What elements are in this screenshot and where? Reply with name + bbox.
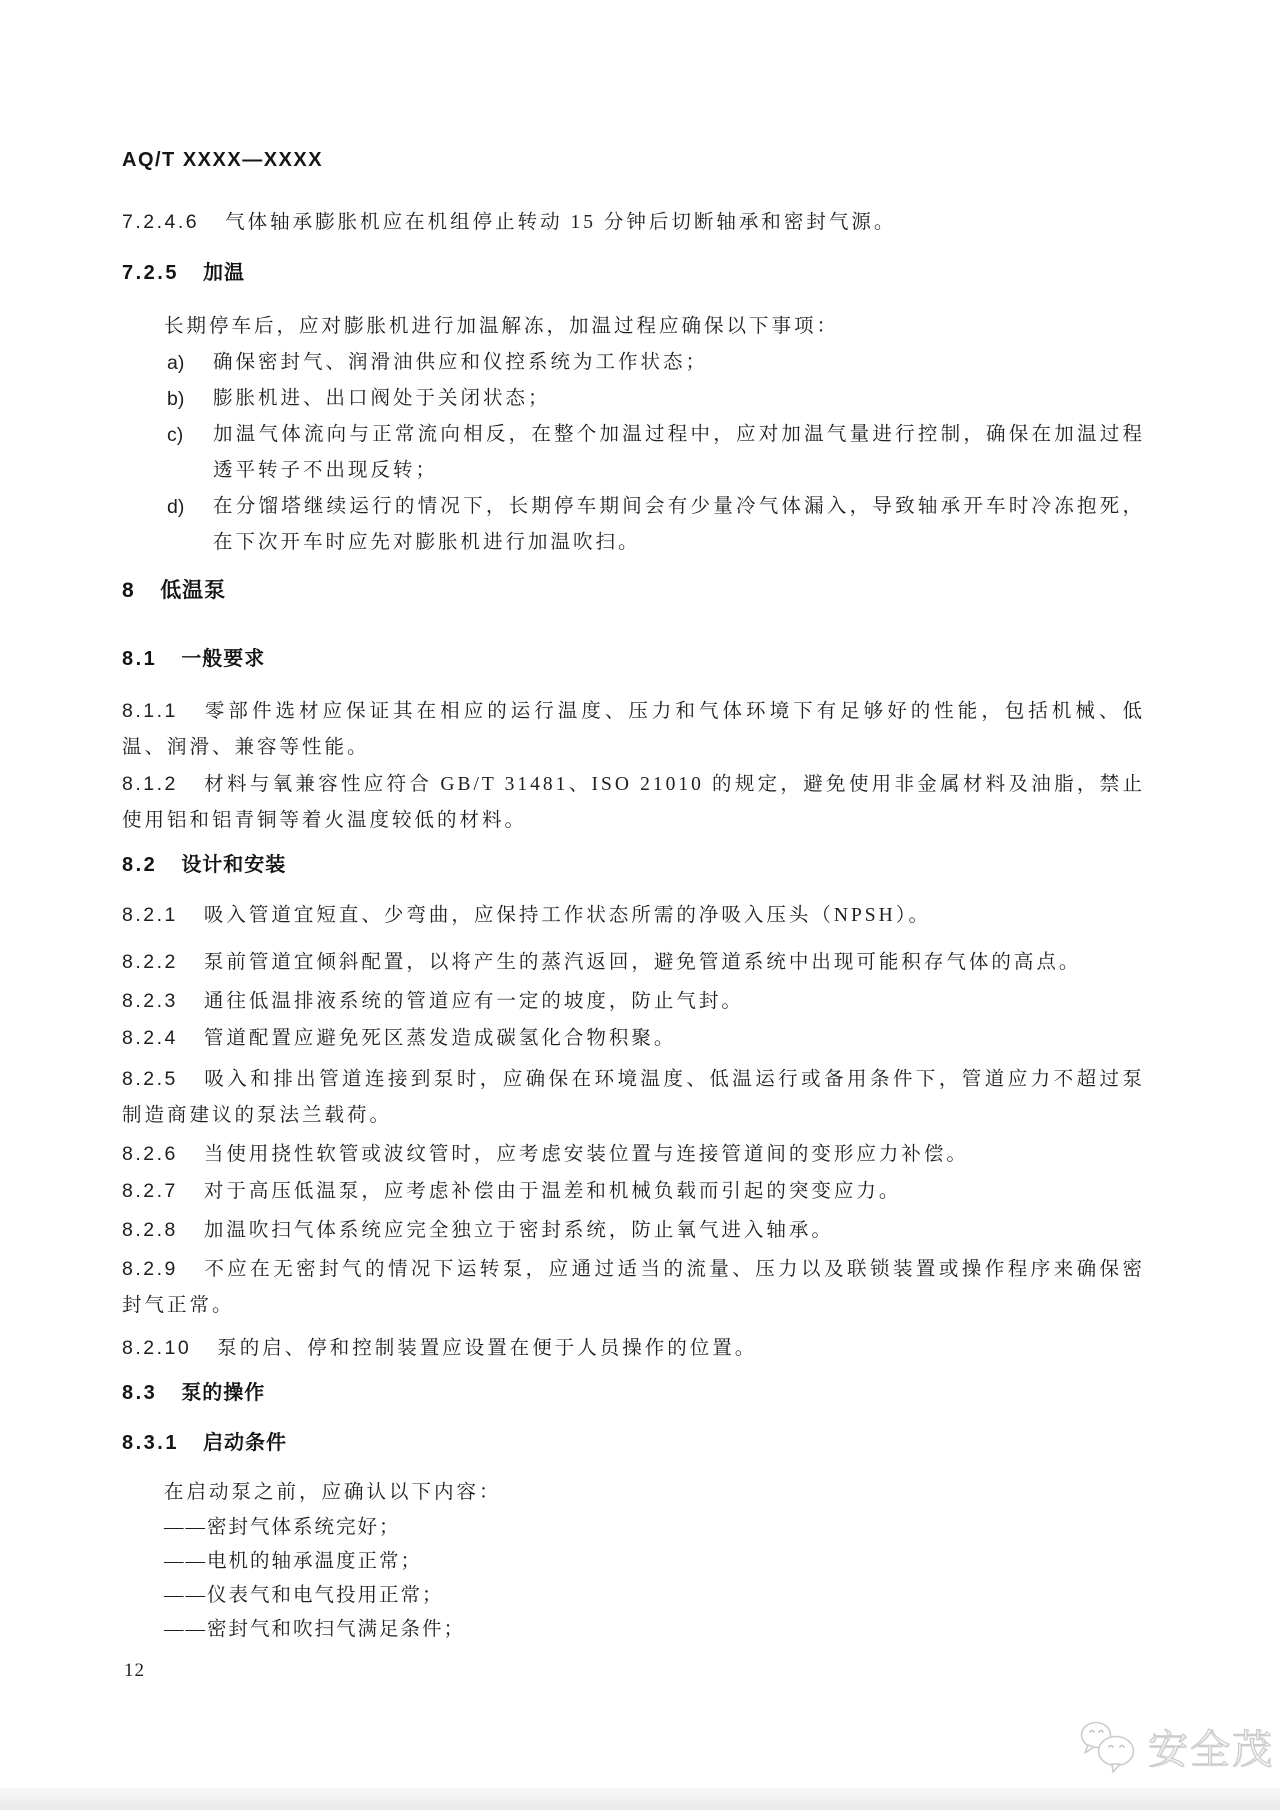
clause-8.2.6 (122, 1136, 1145, 1173)
text-run: 泵前管道宜倾斜配置，以将产生的蒸汽返回，避免管道系统中出现可能积存气体的高点。 (203, 952, 1082, 973)
text-run: 当使用挠性软管或波纹管时，应考虑安装位置与连接管道间的变形应力补偿。 (203, 1144, 969, 1165)
text-run: 确保密封气、润滑油供应和仪控系统为工作状态； (213, 352, 709, 373)
clause-8.2.1 (122, 897, 1145, 934)
clause-number: 8.2.1 (122, 904, 178, 926)
clause-number: 7.2.4.6 (122, 211, 200, 233)
text-run: 一般要求 (181, 648, 266, 670)
list-item-a (122, 345, 1145, 381)
text-run: 零部件选材应保证其在相应的运行温度、压力和气体环境下有足够好的性能，包括机械、低温、润滑、兼容等性能。 (122, 701, 1145, 758)
list-item-label: c) (167, 424, 184, 446)
list-item-label: a) (167, 352, 185, 374)
clause-8.2.5 (122, 1061, 1145, 1134)
text-run: 材料与氧兼容性应符合 GB/T 31481、ISO 21010 的规定，避免使用非金属材料及油脂，禁止使用铝和铝青铜等着火温度较低的材料。 (122, 774, 1145, 831)
document-body (122, 0, 1145, 1647)
clause-number: 8.1.2 (122, 773, 178, 795)
clause-number: 8.2.2 (122, 951, 178, 973)
clause-number: 8 (122, 579, 137, 602)
text-run: 低温泵 (160, 579, 227, 602)
heading-8.1 (122, 645, 1145, 673)
clause-number: 8.1.1 (122, 700, 178, 722)
text-run: 膨胀机进、出口阀处于关闭状态； (213, 388, 551, 409)
dash-list-item (122, 1579, 1145, 1613)
text-run: 加温 (202, 262, 245, 284)
heading-8 (122, 577, 1145, 605)
list-item-label: d) (167, 496, 185, 518)
paragraph (122, 1475, 1145, 1511)
clause-8.2.4 (122, 1020, 1145, 1057)
text-run: 不应在无密封气的情况下运转泵，应通过适当的流量、压力以及联锁装置或操作程序来确保密封气正常。 (122, 1259, 1145, 1316)
clause-number: 8.2.7 (122, 1180, 178, 1202)
text-run: ——仪表气和电气投用正常； (164, 1585, 444, 1606)
dash-list-item (122, 1545, 1145, 1579)
clause-8.2.3 (122, 983, 1145, 1020)
clause-number: 8.2.5 (122, 1068, 178, 1090)
list-item-d (122, 489, 1145, 561)
watermark-logo (1078, 1720, 1274, 1779)
text-run: 加温气体流向与正常流向相反，在整个加温过程中，应对加温气量进行控制，确保在加温过程透平转子不出现反转； (213, 424, 1145, 481)
page-bottom-shade (0, 1788, 1280, 1810)
text-run: 通往低温排液系统的管道应有一定的坡度，防止气封。 (203, 991, 744, 1012)
wechat-chat-bubbles-icon (1078, 1720, 1140, 1779)
text-run: 在启动泵之前，应确认以下内容： (164, 1482, 502, 1503)
clause-number: 8.3.1 (122, 1432, 179, 1454)
text-run: 对于高压低温泵，应考虑补偿由于温差和机械负载而引起的突变应力。 (203, 1181, 902, 1202)
clause-number: 8.2.4 (122, 1027, 178, 1049)
document-code-header: AQ/T XXXX—XXXX (122, 149, 324, 171)
clause-8.2.8 (122, 1212, 1145, 1249)
clause-8.2.7 (122, 1173, 1145, 1210)
page-number: 12 (124, 1660, 145, 1681)
paragraph (122, 309, 1145, 345)
dash-list-item (122, 1511, 1145, 1545)
list-item-label: b) (167, 388, 185, 410)
text-run: 在分馏塔继续运行的情况下，长期停车期间会有少量冷气体漏入，导致轴承开车时冷冻抱死，在下次开车时应先对膨胀机进行加温吹扫。 (213, 496, 1145, 553)
list-item-c (122, 417, 1145, 489)
clause-8.1.1 (122, 693, 1145, 766)
text-run: ——密封气体系统完好； (164, 1517, 401, 1538)
clause-7.2.4.6 (122, 204, 1145, 241)
clause-number: 8.2.6 (122, 1143, 178, 1165)
clause-8.2.10 (122, 1330, 1145, 1367)
text-run: ——密封气和吹扫气满足条件； (164, 1619, 466, 1640)
clause-8.2.9 (122, 1251, 1145, 1324)
clause-number: 8.2.8 (122, 1219, 178, 1241)
text-run: 气体轴承膨胀机应在机组停止转动 15 分钟后切断轴承和密封气源。 (225, 212, 897, 233)
list-item-b (122, 381, 1145, 417)
text-run: 长期停车后，应对膨胀机进行加温解冻，加温过程应确保以下事项： (164, 316, 840, 337)
text-run: 管道配置应避免死区蒸发造成碳氢化合物积聚。 (203, 1028, 677, 1049)
clause-number: 8.2.3 (122, 990, 178, 1012)
dash-list-item (122, 1613, 1145, 1647)
clause-number: 8.3 (122, 1382, 158, 1404)
text-run: 泵的操作 (181, 1382, 266, 1404)
clause-number: 8.2.10 (122, 1337, 192, 1359)
clause-number: 8.1 (122, 648, 158, 670)
text-run: 吸入管道宜短直、少弯曲，应保持工作状态所需的净吸入压头（NPSH）。 (203, 905, 931, 926)
clause-number: 8.2 (122, 854, 158, 876)
text-run: 吸入和排出管道连接到泵时，应确保在环境温度、低温运行或备用条件下，管道应力不超过泵制造商建议的泵法兰载荷。 (122, 1069, 1145, 1126)
heading-8.2 (122, 851, 1145, 879)
heading-7.2.5 (122, 259, 1145, 287)
text-run: 启动条件 (202, 1432, 287, 1454)
text-run: 加温吹扫气体系统应完全独立于密封系统，防止氧气进入轴承。 (203, 1220, 834, 1241)
heading-8.3 (122, 1379, 1145, 1407)
clause-number: 8.2.9 (122, 1258, 178, 1280)
clause-8.1.2 (122, 766, 1145, 839)
text-run: 泵的启、停和控制装置应设置在便于人员操作的位置。 (217, 1338, 758, 1359)
clause-8.2.2 (122, 944, 1145, 981)
heading-8.3.1 (122, 1429, 1145, 1457)
clause-number: 7.2.5 (122, 262, 179, 284)
watermark-text: 安全茂 (1148, 1727, 1274, 1772)
text-run: 设计和安装 (181, 854, 287, 876)
text-run: ——电机的轴承温度正常； (164, 1551, 423, 1572)
document-content (122, 204, 1145, 1647)
